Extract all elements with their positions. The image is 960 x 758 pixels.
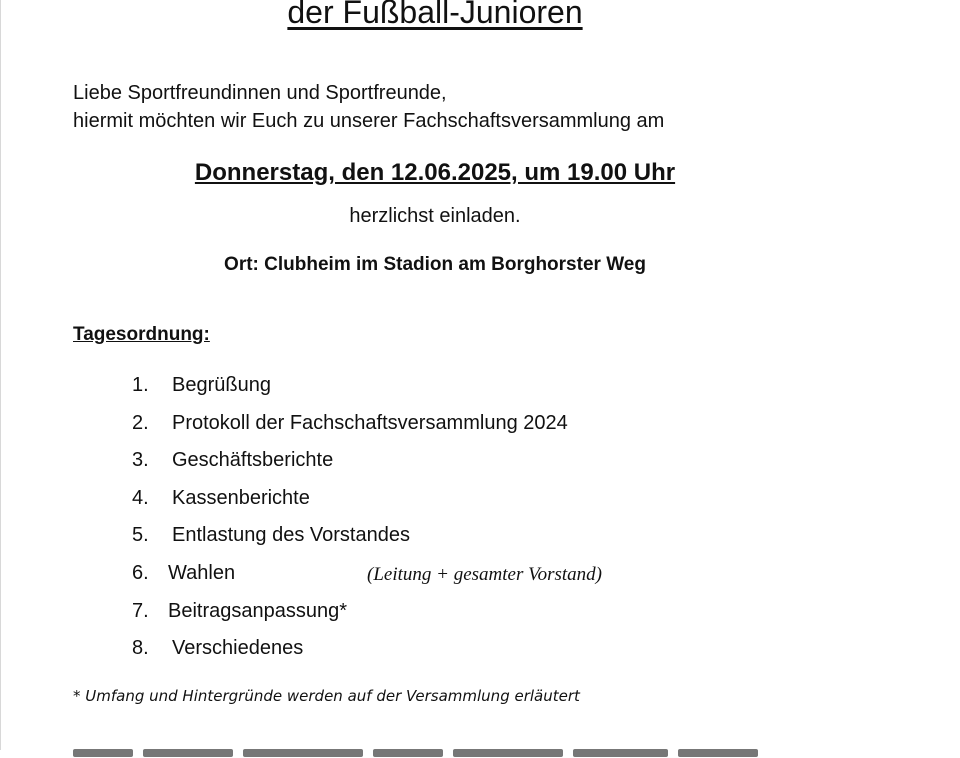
footnote: * Umfang und Hintergründe werden auf der Versammlung erläutert	[73, 687, 580, 705]
agenda-item-number: 6.	[132, 561, 149, 584]
agenda-item-number: 1.	[132, 374, 149, 396]
greeting-line-1: Liebe Sportfreundinnen und Sportfreunde,	[73, 82, 447, 104]
agenda-item-text: Begrüßung	[172, 374, 271, 396]
agenda-item-text: Kassenberichte	[172, 486, 310, 509]
agenda-item-text: Geschäftsberichte	[172, 449, 334, 472]
agenda-item	[132, 410, 568, 448]
agenda-list	[132, 372, 603, 673]
agenda-item-number: 5.	[132, 524, 149, 547]
greeting-block	[73, 79, 664, 135]
agenda-item-note: (Leitung + gesamter Vorstand)	[367, 563, 603, 585]
agenda-item	[132, 447, 568, 485]
agenda-item	[132, 485, 568, 523]
agenda-item	[132, 372, 568, 410]
agenda-item-number: 3.	[132, 449, 149, 472]
agenda-item	[132, 635, 568, 673]
agenda-item-text: Entlastung des Vorstandes	[172, 524, 410, 547]
agenda-item	[132, 598, 568, 636]
greeting-line-2: hiermit möchten wir Euch zu unserer Fachschaftsversammlung am	[73, 110, 665, 132]
agenda-item-number: 4.	[132, 486, 149, 509]
agenda-item-number: 7.	[132, 599, 149, 622]
agenda-item	[132, 560, 603, 598]
agenda-item-text: Verschiedenes	[172, 637, 304, 660]
agenda-heading: Tagesordnung:	[73, 324, 210, 345]
agenda-item-number: 2.	[132, 411, 149, 434]
agenda-item-text: Wahlen	[168, 561, 236, 584]
agenda-item	[132, 522, 568, 560]
invitation-closing: herzlichst einladen.	[349, 205, 521, 227]
agenda-item-text: Protokoll der Fachschaftsversammlung 2024	[172, 411, 568, 434]
meeting-location: Ort: Clubheim im Stadion am Borghorster Weg	[224, 254, 646, 275]
document-title: der Fußball-Junioren	[287, 0, 583, 30]
page-edge-divider	[0, 0, 1, 750]
meeting-date: Donnerstag, den 12.06.2025, um 19.00 Uhr	[194, 159, 676, 186]
agenda-item-number: 8.	[132, 637, 149, 660]
cut-off-text-line	[73, 744, 773, 758]
agenda-item-text: Beitragsanpassung*	[168, 599, 348, 622]
